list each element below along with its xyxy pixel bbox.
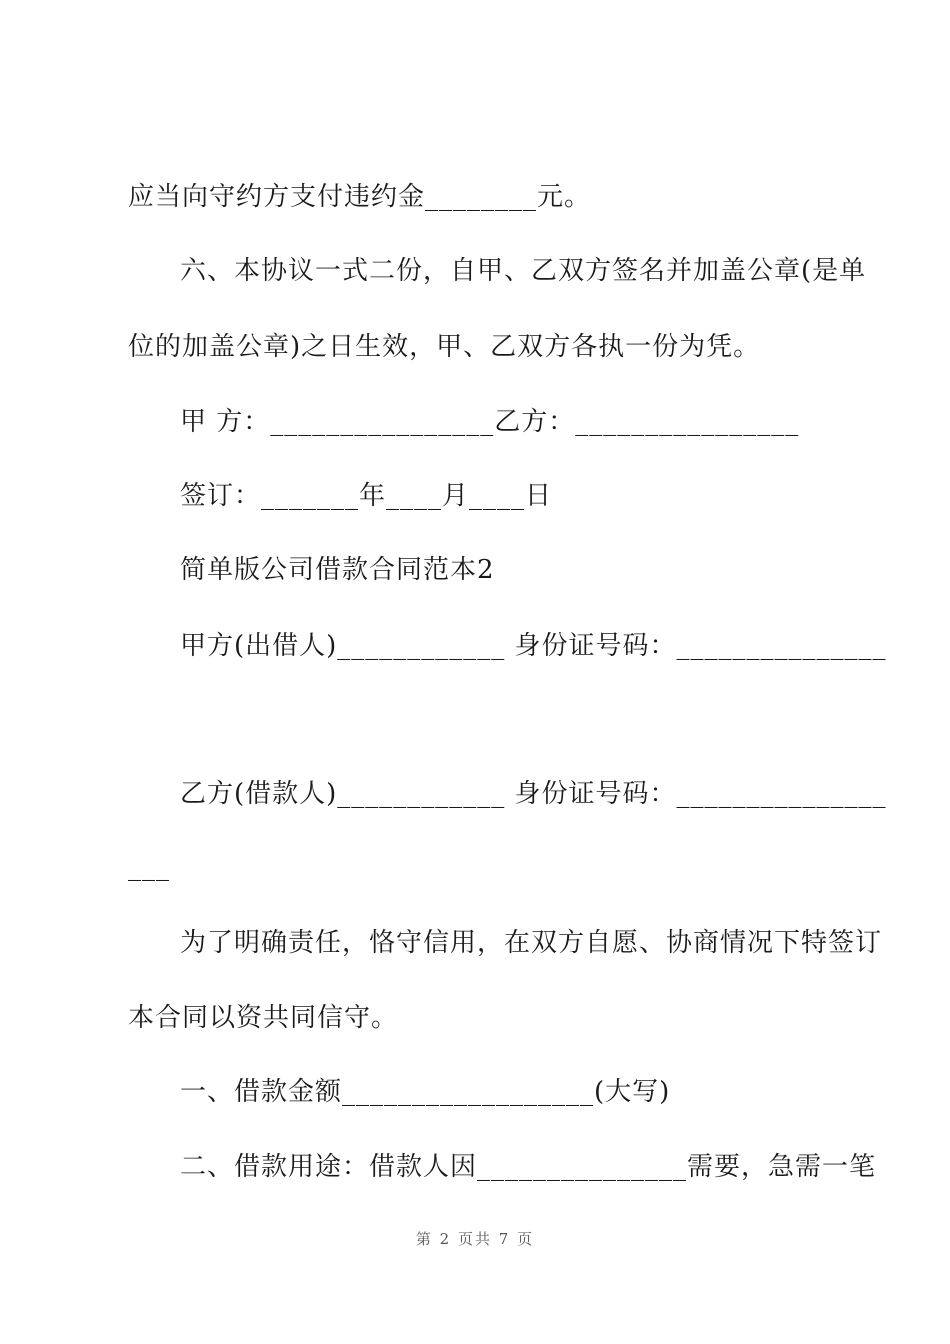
text-line-borrower: 乙方(借款人)____________ 身份证号码：_______________ [180,779,887,809]
page-number: 第 2 页共 7 页 [415,1230,535,1248]
text-line-underline-cont: ___ [128,852,170,882]
text-line-loan-amount: 一、借款金额__________________(大写) [180,1077,671,1107]
text-line-lender: 甲方(出借人)____________ 身份证号码：_______________ [180,631,887,661]
text-line-sign-date: 签订：_______年____月____日 [180,481,553,511]
text-line-party-signatures: 甲 方：________________乙方：________________ [180,407,800,437]
text-line-penalty: 应当向守约方支付违约金________元。 [128,182,592,212]
text-line-clause-6-cont: 位的加盖公章)之日生效，甲、乙双方各执一份为凭。 [128,332,761,362]
text-line-preamble-cont: 本合同以资共同信守。 [128,1003,399,1033]
text-line-loan-purpose: 二、借款用途：借款人因_______________需要，急需一笔 [180,1152,877,1182]
section-heading: 简单版公司借款合同范本2 [180,555,495,585]
text-line-clause-6: 六、本协议一式二份，自甲、乙双方签名并加盖公章(是单 [180,256,867,286]
text-line-preamble: 为了明确责任，恪守信用，在双方自愿、协商情况下特签订 [180,928,883,958]
